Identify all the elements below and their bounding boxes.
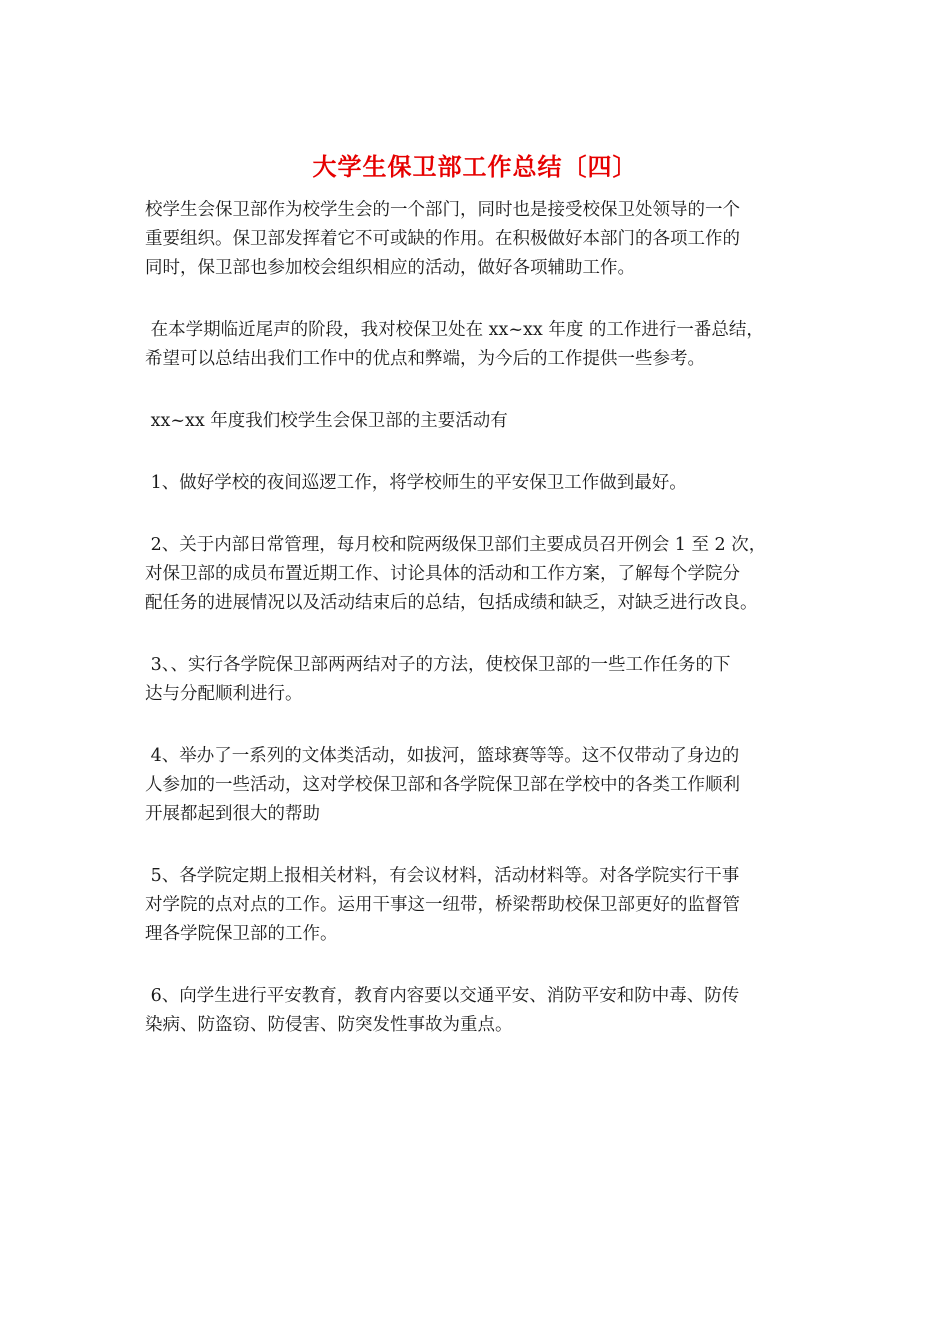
text-line: 对保卫部的成员布置近期工作、讨论具体的活动和工作方案，了解每个学院分 (145, 564, 740, 584)
paragraph (145, 531, 825, 618)
paragraph-gap (145, 829, 825, 862)
text-line: 4、举办了一系列的文体类活动，如拔河，篮球赛等等。这不仅带动了身边的 (145, 746, 740, 766)
text-line: 对学院的点对点的工作。运用干事这一纽带，桥梁帮助校保卫部更好的监督管 (145, 895, 740, 915)
text-line: 6、向学生进行平安教育，教育内容要以交通平安、消防平安和防中毒、防传 (145, 986, 740, 1006)
text-line: 3、、实行各学院保卫部两两结对子的方法，使校保卫部的一些工作任务的下 (145, 655, 731, 675)
text-line: xx~xx 年度我们校学生会保卫部的主要活动有 (145, 411, 508, 431)
document-body (145, 196, 825, 1040)
paragraph (145, 316, 825, 374)
paragraph-gap (145, 949, 825, 982)
text-line: 染病、防盗窃、防侵害、防突发性事故为重点。 (145, 1015, 513, 1035)
text-line: 1、做好学校的夜间巡逻工作，将学校师生的平安保卫工作做到最好。 (145, 473, 687, 493)
paragraph (145, 651, 825, 709)
text-line: 在本学期临近尾声的阶段，我对校保卫处在 xx~xx 年度 的工作进行一番总结， (145, 320, 764, 340)
paragraph (145, 469, 825, 498)
paragraph (145, 196, 825, 283)
paragraph-gap (145, 374, 825, 407)
text-line: 重要组织。保卫部发挥着它不可或缺的作用。在积极做好本部门的各项工作的 (145, 229, 740, 249)
text-line: 理各学院保卫部的工作。 (145, 924, 338, 944)
paragraph (145, 862, 825, 949)
paragraph (145, 742, 825, 829)
text-line: 2、关于内部日常管理，每月校和院两级保卫部们主要成员召开例会 1 至 2 次， (145, 535, 767, 555)
text-line: 5、各学院定期上报相关材料，有会议材料，活动材料等。对各学院实行干事 (145, 866, 740, 886)
paragraph (145, 982, 825, 1040)
paragraph-gap (145, 618, 825, 651)
paragraph-gap (145, 436, 825, 469)
text-line: 配任务的进展情况以及活动结束后的总结，包括成绩和缺乏，对缺乏进行改良。 (145, 593, 758, 613)
paragraph-gap (145, 498, 825, 531)
text-line: 达与分配顺利进行。 (145, 684, 303, 704)
text-line: 人参加的一些活动，这对学校保卫部和各学院保卫部在学校中的各类工作顺利 (145, 775, 740, 795)
paragraph-gap (145, 283, 825, 316)
document-title: 大学生保卫部工作总结〔四〕 (312, 153, 638, 181)
text-line: 同时，保卫部也参加校会组织相应的活动，做好各项辅助工作。 (145, 258, 635, 278)
text-line: 开展都起到很大的帮助 (145, 804, 320, 824)
text-line: 校学生会保卫部作为校学生会的一个部门，同时也是接受校保卫处领导的一个 (145, 200, 740, 220)
paragraph (145, 407, 825, 436)
paragraph-gap (145, 709, 825, 742)
text-line: 希望可以总结出我们工作中的优点和弊端，为今后的工作提供一些参考。 (145, 349, 705, 369)
